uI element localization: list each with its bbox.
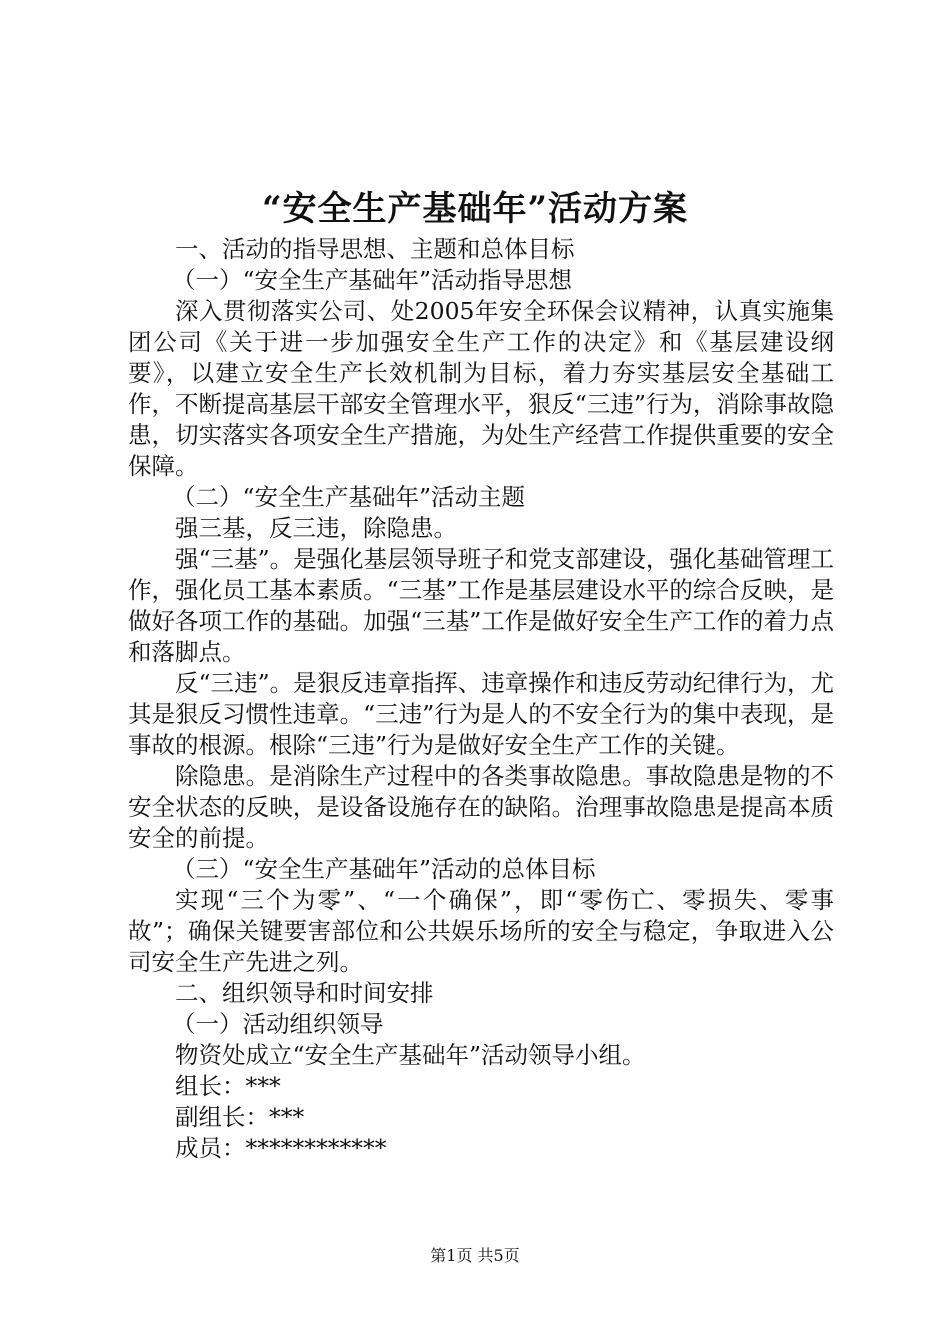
paragraph-guiding-ideology: 深入贯彻落实公司、处2005年安全环保会议精神，认真实施集团公司《关于进一步加强安全生产工作的决定》和《基层建设纲要》，以建立安全生产长效机制为目标，着力夯实基层安全基础工作，不断提高基层干部安全管理水平，狠反“三违”行为，消除事故隐患，切实落实各项安全生产措施，为处生产经营工作提供重要的安全保障。 [128,297,834,480]
page-number-footer: 第1页 共5页 [430,1246,520,1265]
team-leader-line: 组长：*** [175,1072,281,1100]
section-heading-1: 一、活动的指导思想、主题和总体目标 [175,235,575,263]
document-title: “安全生产基础年”活动方案 [261,189,689,229]
members-line: 成员：************ [175,1134,387,1162]
document-body [128,234,834,1164]
subsection-heading-theme: （二）“安全生产基础年”活动主题 [172,483,526,511]
paragraph-goals: 实现“三个为零”、“一个确保”，即“零伤亡、零损失、零事故”；确保关键要害部位和公共娱乐场所的安全与稳定，争取进入公司安全生产先进之列。 [128,886,834,976]
subsection-heading-organization: （一）活动组织领导 [172,1010,384,1038]
deputy-leader-line: 副组长：*** [175,1103,305,1131]
subsection-heading-guiding-ideology: （一）“安全生产基础年”活动指导思想 [172,266,573,294]
paragraph-hazards: 除隐患。是消除生产过程中的各类事故隐患。事故隐患是物的不安全状态的反映，是设备设施存在的缺陷。治理事故隐患是提高本质安全的前提。 [128,762,834,852]
paragraph-organization: 物资处成立“安全生产基础年”活动领导小组。 [175,1041,646,1069]
paragraph-theme: 强三基，反三违，除隐患。 [175,514,457,542]
subsection-heading-goals: （三）“安全生产基础年”活动的总体目标 [172,855,596,883]
paragraph-three-basics: 强“三基”。是强化基层领导班子和党支部建设，强化基础管理工作，强化员工基本素质。“三基”工作是基层建设水平的综合反映，是做好各项工作的基础。加强“三基”工作是做好安全生产工作的着力点和落脚点。 [128,545,834,666]
section-heading-2: 二、组织领导和时间安排 [175,979,434,1007]
paragraph-three-violations: 反“三违”。是狠反违章指挥、违章操作和违反劳动纪律行为，尤其是狠反习惯性违章。“三违”行为是人的不安全行为的集中表现，是事故的根源。根除“三违”行为是做好安全生产工作的关键。 [128,669,834,759]
